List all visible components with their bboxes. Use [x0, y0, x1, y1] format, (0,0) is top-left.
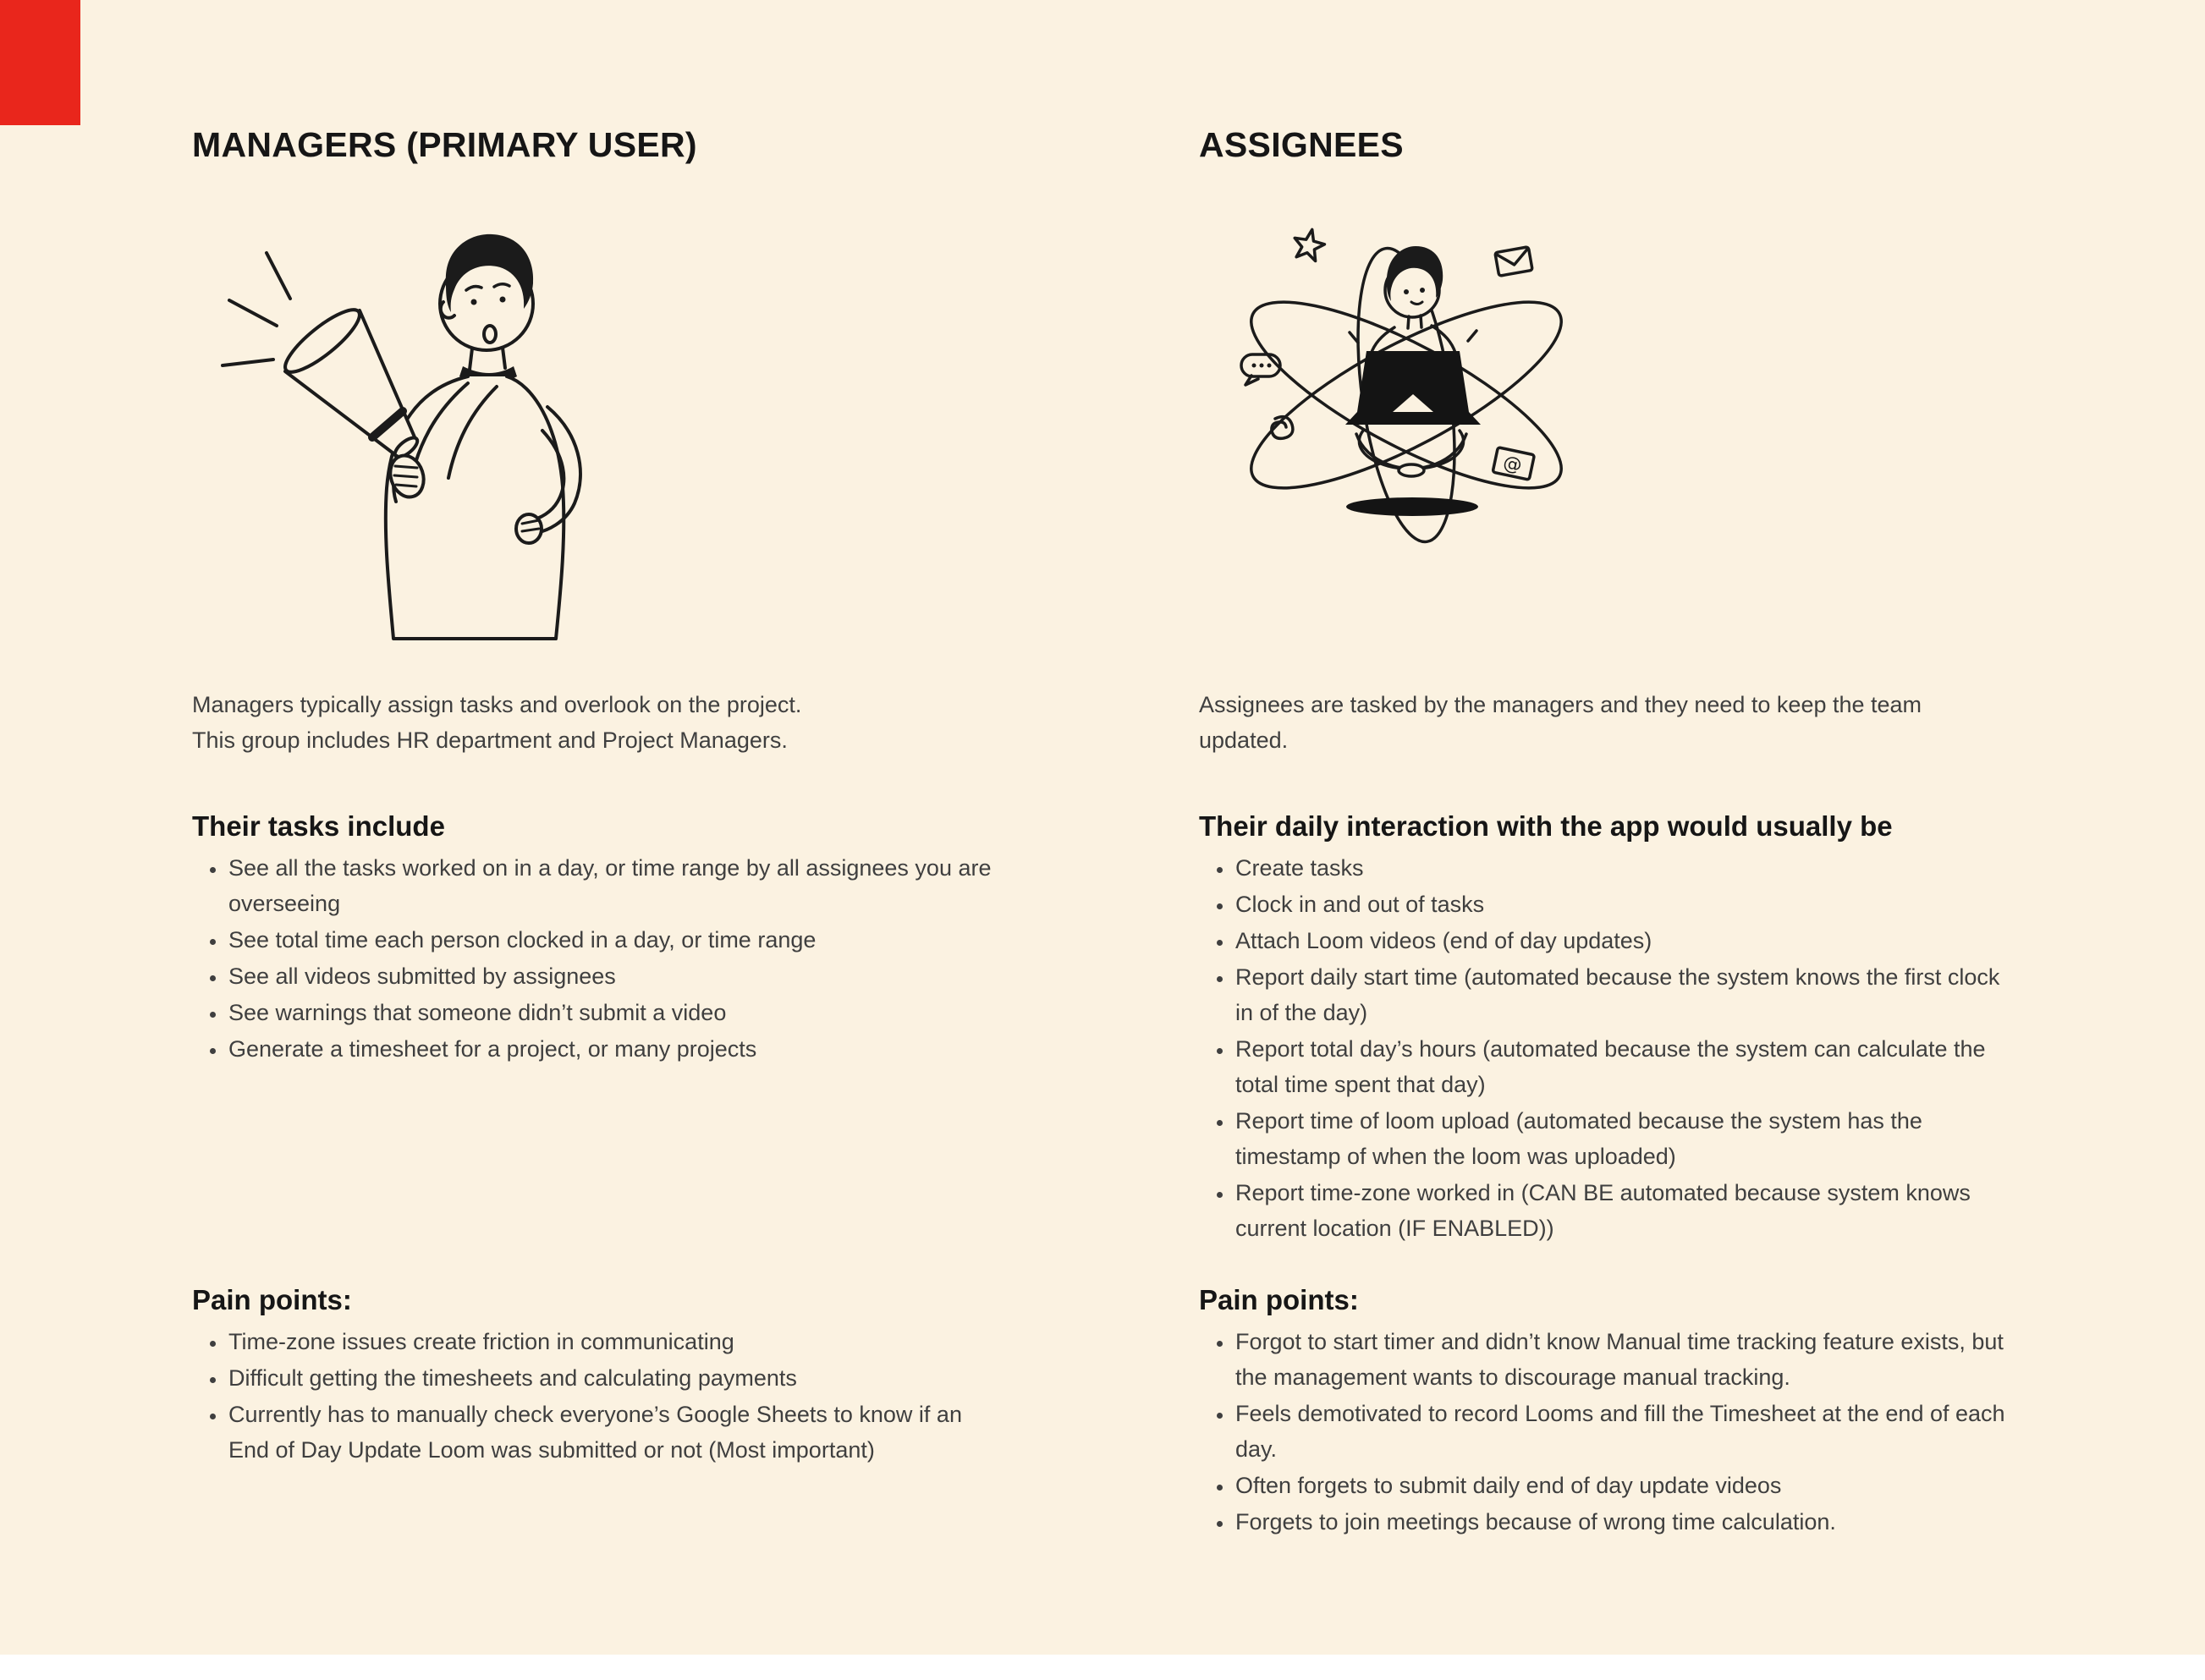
list-item: • See warnings that someone didn’t submit a video: [227, 995, 1004, 1030]
list-item: • Forgets to join meetings because of wrong time calculation.: [1234, 1504, 2011, 1540]
managers-tasks-list: [192, 850, 1004, 1067]
two-column-layout: [192, 124, 2011, 1540]
email-at-icon: [1493, 447, 1534, 480]
managers-description: [192, 687, 1004, 810]
list-item: • Currently has to manually check everyone’s Google Sheets to know if an End of Day Update Loom was submitted or not (Most important): [227, 1397, 1004, 1468]
star-icon: [1291, 227, 1328, 262]
shadow-ellipse: [1346, 497, 1478, 516]
assignees-pain-section: [1199, 1283, 2011, 1540]
list-item: • Report time-zone worked in (CAN BE automated because system knows current location (IF ENABLED)): [1234, 1175, 2011, 1246]
page-bottom-edge: [0, 1655, 2205, 1680]
list-item: • Report daily start time (automated because the system knows the first clock in of the day): [1234, 959, 2011, 1030]
assignee-laptop-illustration: [1199, 209, 1605, 687]
list-item: • Forgot to start timer and didn’t know Manual time tracking feature exists, but the management wants to discourage manual tracking.: [1234, 1324, 2011, 1395]
assignees-description: [1199, 687, 2011, 810]
list-item: • Time-zone issues create friction in communicating: [227, 1324, 1004, 1359]
managers-pain-section: [192, 1283, 1004, 1540]
list-item: • Create tasks: [1234, 850, 2011, 886]
manager-head: [440, 234, 533, 350]
laptop-person-drawing: [1199, 209, 1605, 607]
megaphone-person-drawing: [192, 209, 598, 649]
list-item: • Feels demotivated to record Looms and fill the Timesheet at the end of each day.: [1234, 1396, 2011, 1467]
managers-tasks-heading: Their tasks include: [192, 810, 445, 842]
assignees-interaction-heading: Their daily interaction with the app would usually be: [1199, 810, 1893, 842]
list-item: • Generate a timesheet for a project, or many projects: [227, 1031, 1004, 1067]
assignees-interaction-list: [1199, 850, 2011, 1246]
laptop-icon: [1345, 351, 1481, 425]
managers-title: MANAGERS (PRIMARY USER): [192, 125, 697, 164]
speech-bubble-icon: [1241, 354, 1280, 385]
list-item: • Report time of loom upload (automated because the system has the timestamp of when the loom was uploaded): [1234, 1103, 2011, 1174]
svg-text:@: @: [1501, 452, 1524, 477]
managers-pain-list: [192, 1324, 1004, 1468]
envelope-icon: [1495, 247, 1532, 277]
assignees-description-line-2: updated.: [1199, 727, 1289, 753]
managers-tasks-section: [192, 810, 1004, 1283]
assignees-pain-list: [1199, 1324, 2011, 1540]
list-item: • See total time each person clocked in a day, or time range: [227, 922, 1004, 958]
list-item: • See all the tasks worked on in a day, or time range by all assignees you are overseeing: [227, 850, 1004, 921]
assignees-title: ASSIGNEES: [1199, 125, 1404, 164]
list-item: • Report total day’s hours (automated because the system can calculate the total time spent that day): [1234, 1031, 2011, 1102]
managers-description-line-1: Managers typically assign tasks and overlook on the project.: [192, 692, 802, 717]
megaphone-icon: [278, 301, 429, 502]
assignees-description-line-1: Assignees are tasked by the managers and they need to keep the team: [1199, 692, 1922, 717]
managers-description-line-2: This group includes HR department and Project Managers.: [192, 727, 788, 753]
list-item: • Clock in and out of tasks: [1234, 887, 2011, 922]
assignees-interaction-section: [1199, 810, 2011, 1283]
assignees-pain-heading: Pain points:: [1199, 1284, 1359, 1315]
red-corner-accent: [0, 0, 80, 125]
sound-lines-icon: [223, 253, 290, 365]
manager-megaphone-illustration: [192, 209, 598, 687]
list-item: • Attach Loom videos (end of day updates): [1234, 923, 2011, 958]
list-item: • See all videos submitted by assignees: [227, 958, 1004, 994]
managers-pain-heading: Pain points:: [192, 1284, 352, 1315]
list-item: • Difficult getting the timesheets and calculating payments: [227, 1360, 1004, 1396]
list-item: • Often forgets to submit daily end of day update videos: [1234, 1468, 2011, 1503]
